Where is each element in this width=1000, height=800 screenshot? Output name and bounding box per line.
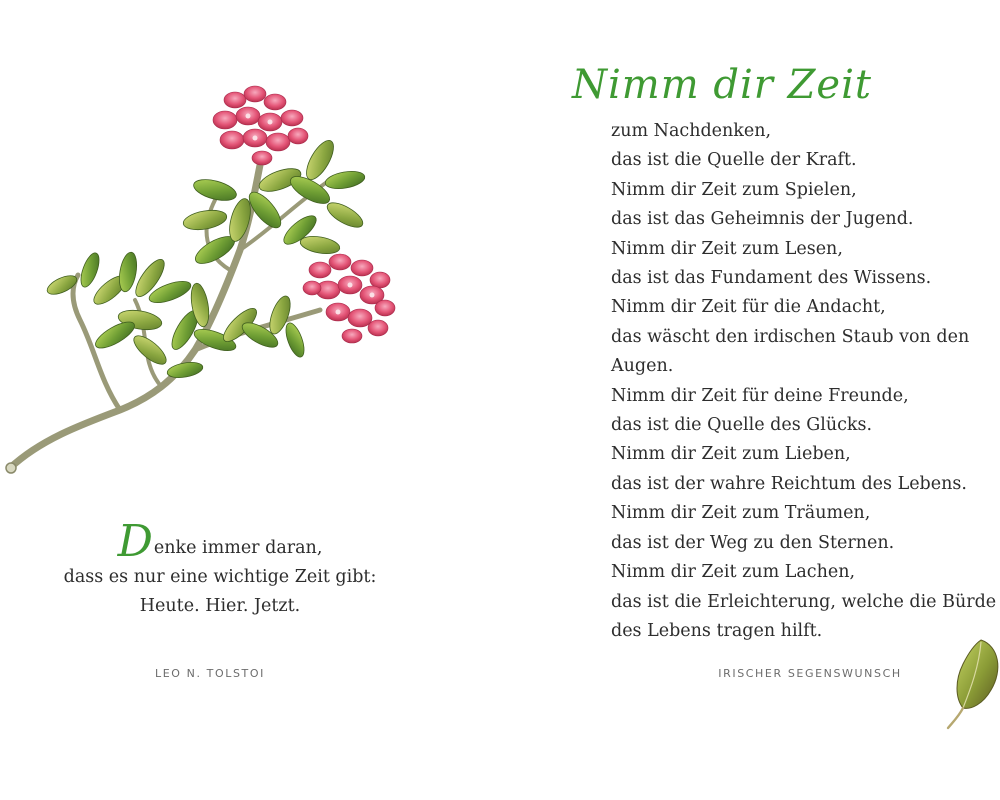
poem-line: das ist die Quelle des Glücks. (611, 415, 873, 436)
poem-line: das ist das Fundament des Wissens. (611, 268, 932, 289)
poem-line: Nimm dir Zeit zum Lieben, (611, 444, 851, 465)
tolstoi-attribution: LEO N. TOLSTOI (155, 667, 265, 680)
poem-body (611, 117, 1000, 646)
quote-line: dass es nur eine wichtige Zeit gibt: (63, 567, 377, 587)
poem-line: Nimm dir Zeit für deine Freunde, (611, 385, 909, 406)
poem-title: Nimm dir Zeit (572, 62, 872, 108)
poem-attribution: IRISCHER SEGENSWUNSCH (718, 667, 902, 680)
poem-line: das ist der wahre Reichtum des Lebens. (611, 473, 967, 494)
poem-line: das ist die Quelle der Kraft. (611, 150, 857, 171)
poem-line: Nimm dir Zeit zum Träumen, (611, 503, 871, 524)
quote-dropcap: D (117, 516, 153, 567)
poem-line: Nimm dir Zeit zum Lesen, (611, 238, 843, 259)
poem-line: Nimm dir Zeit zum Lachen, (611, 562, 856, 583)
quote-line: Heute. Hier. Jetzt. (139, 596, 301, 616)
poem-line: das ist die Erleichterung, welche die Bürde (611, 591, 997, 612)
poem-line: Nimm dir Zeit zum Spielen, (611, 179, 857, 200)
poem-line: zum Nachdenken, (611, 121, 772, 141)
alpine-rose-branch-illustration (0, 80, 420, 480)
poem-line: das ist der Weg zu den Sternen. (611, 532, 895, 553)
poem-line: das wäscht den irdischen Staub von den (611, 326, 970, 347)
right-page (520, 0, 1000, 800)
poem-line: Augen. (611, 356, 674, 377)
leaf-illustration (945, 636, 1000, 732)
poem-line: Nimm dir Zeit für die Andacht, (611, 297, 886, 318)
tolstoi-quote (20, 516, 420, 621)
quote-first-line-rest: enke immer daran, (153, 538, 323, 558)
quote-first-line (20, 516, 420, 567)
poem-line: das ist das Geheimnis der Jugend. (611, 209, 914, 230)
poem-line: des Lebens tragen hilft. (611, 620, 823, 641)
